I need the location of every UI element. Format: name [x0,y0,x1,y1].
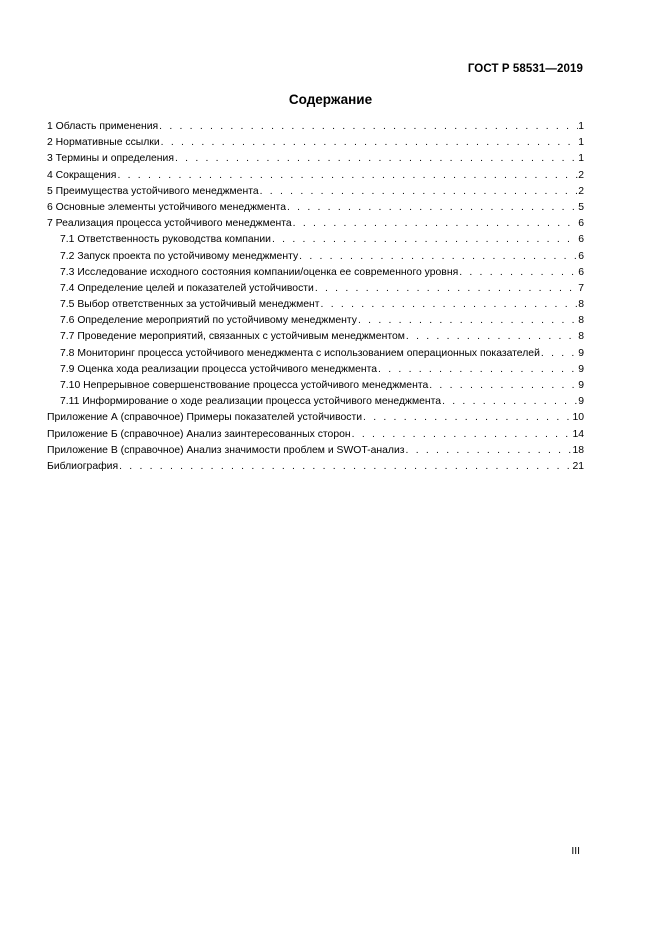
toc-entry-page: 1 [578,121,584,132]
toc-dot-leader [377,362,578,378]
toc-dot-leader [286,200,578,216]
toc-entry-label: 7.1 Ответственность руководства компании [60,234,271,246]
toc-dot-leader [320,297,579,313]
toc-entry-page: 21 [572,460,584,472]
toc-entry-page: 2 [578,185,584,197]
toc-entry-page: 9 [578,396,584,408]
toc-dot-leader [118,459,572,475]
toc-entry-page: 5 [578,201,584,213]
toc-entry[interactable] [47,329,584,345]
toc-entry-page: 8 [578,315,584,327]
toc-entry-label: 7.9 Оценка хода реализации процесса устойчивого менеджмента [60,363,378,375]
toc-entry[interactable] [47,346,584,362]
toc-entry-page: 8 [578,331,584,343]
toc-entry-label: Приложение Б (справочное) Анализ заинтересованных сторон [47,428,351,440]
toc-entry-label: 4 Сокращения [47,169,117,181]
toc-entry-label: 7.8 Мониторинг процесса устойчивого менеджмента с использованием операционных показателей [60,347,540,359]
toc-title: Содержание [288,92,373,107]
toc-entry-label: 6 Основные элементы устойчивого менеджмента [47,201,286,213]
toc-entry-label: 2 Нормативные ссылки [47,137,160,149]
toc-entry[interactable] [47,394,584,410]
toc-entry-label: 3 Термины и определения [47,153,174,165]
toc-dot-leader [271,232,578,248]
toc-entry-page: 18 [572,444,584,456]
toc-entry[interactable] [47,151,584,167]
toc-entry-page: 6 [578,218,584,230]
toc-entry-label: 7.3 Исследование исходного состояния компании/оценка ее современного уровня [60,266,459,278]
toc-entry-page: 9 [578,363,584,375]
toc-entry[interactable] [47,443,584,459]
toc-entry-page: 9 [578,347,584,359]
toc-entry[interactable] [47,410,584,426]
toc-entry-label: 7.7 Проведение мероприятий, связанных с устойчивым менеджментом [60,331,405,343]
toc-entry-label: Библиография [47,460,119,472]
toc-entry-label: Приложение В (справочное) Анализ значимости проблем и SWOT-анализ [47,444,405,456]
toc-entry-label: 7.5 Выбор ответственных за устойчивый менеджмент [60,299,320,311]
toc-dot-leader [357,313,578,329]
toc-dot-leader [116,168,578,184]
toc-entry-label: 7.2 Запуск проекта по устойчивому менеджменту [60,250,299,262]
toc-dot-leader [174,151,578,167]
toc-entry[interactable] [47,200,584,216]
toc-entry-label: 7 Реализация процесса устойчивого менеджмента [47,218,292,230]
toc-dot-leader [259,184,579,200]
toc-entry[interactable] [47,249,584,265]
toc-entry-label: 7.10 Непрерывное совершенствование процесса устойчивого менеджмента [60,380,429,391]
toc-entry-page: 8 [578,299,584,311]
toc-entry[interactable] [47,281,584,297]
toc-entry-page: 1 [578,137,584,149]
toc-entry[interactable] [47,232,584,248]
toc-entry-label: Приложение А (справочное) Примеры показателей устойчивости [47,412,363,424]
toc-dot-leader [298,249,578,265]
toc-dot-leader [405,329,578,345]
toc-entry-page: 6 [578,234,584,246]
document-code: ГОСТ Р 58531—2019 [467,63,583,75]
toc-entry[interactable] [47,168,584,184]
toc-entry[interactable] [47,119,584,135]
toc-entry[interactable] [47,459,584,475]
toc-entry-label: 7.11 Информирование о ходе реализации процесса устойчивого менеджмента [60,396,442,408]
toc-entry[interactable] [47,427,584,443]
toc-entry[interactable] [47,378,584,394]
toc-dot-leader [441,394,578,410]
toc-entry-label: 7.4 Определение целей и показателей устойчивости [60,282,314,294]
toc-dot-leader [428,378,578,394]
toc-entry[interactable] [47,265,584,281]
table-of-contents [47,119,584,475]
toc-entry[interactable] [47,184,584,200]
toc-entry-page: 9 [578,380,584,391]
toc-entry[interactable] [47,297,584,313]
toc-dot-leader [540,346,578,362]
toc-entry-page: 2 [578,169,584,181]
toc-dot-leader [405,443,573,459]
toc-entry[interactable] [47,362,584,378]
page-number: III [571,846,580,857]
toc-entry-page: 14 [572,428,584,440]
toc-dot-leader [314,281,578,297]
toc-entry-page: 6 [578,250,584,262]
toc-dot-leader [292,216,579,232]
toc-entry[interactable] [47,135,584,151]
toc-entry-page: 1 [578,153,584,165]
toc-entry[interactable] [47,313,584,329]
toc-entry-label: 7.6 Определение мероприятий по устойчивому менеджменту [60,315,357,327]
toc-dot-leader [362,410,572,426]
toc-dot-leader [458,265,578,281]
toc-dot-leader [351,427,573,443]
toc-entry-page: 10 [572,412,584,424]
toc-entry-label: 5 Преимущества устойчивого менеджмента [47,185,259,197]
toc-entry[interactable] [47,216,584,232]
toc-entry-page: 7 [578,282,584,294]
toc-entry-page: 6 [578,266,584,278]
toc-entry-label: 1 Область применения [47,121,159,132]
toc-dot-leader [160,135,579,151]
toc-dot-leader [158,119,578,135]
